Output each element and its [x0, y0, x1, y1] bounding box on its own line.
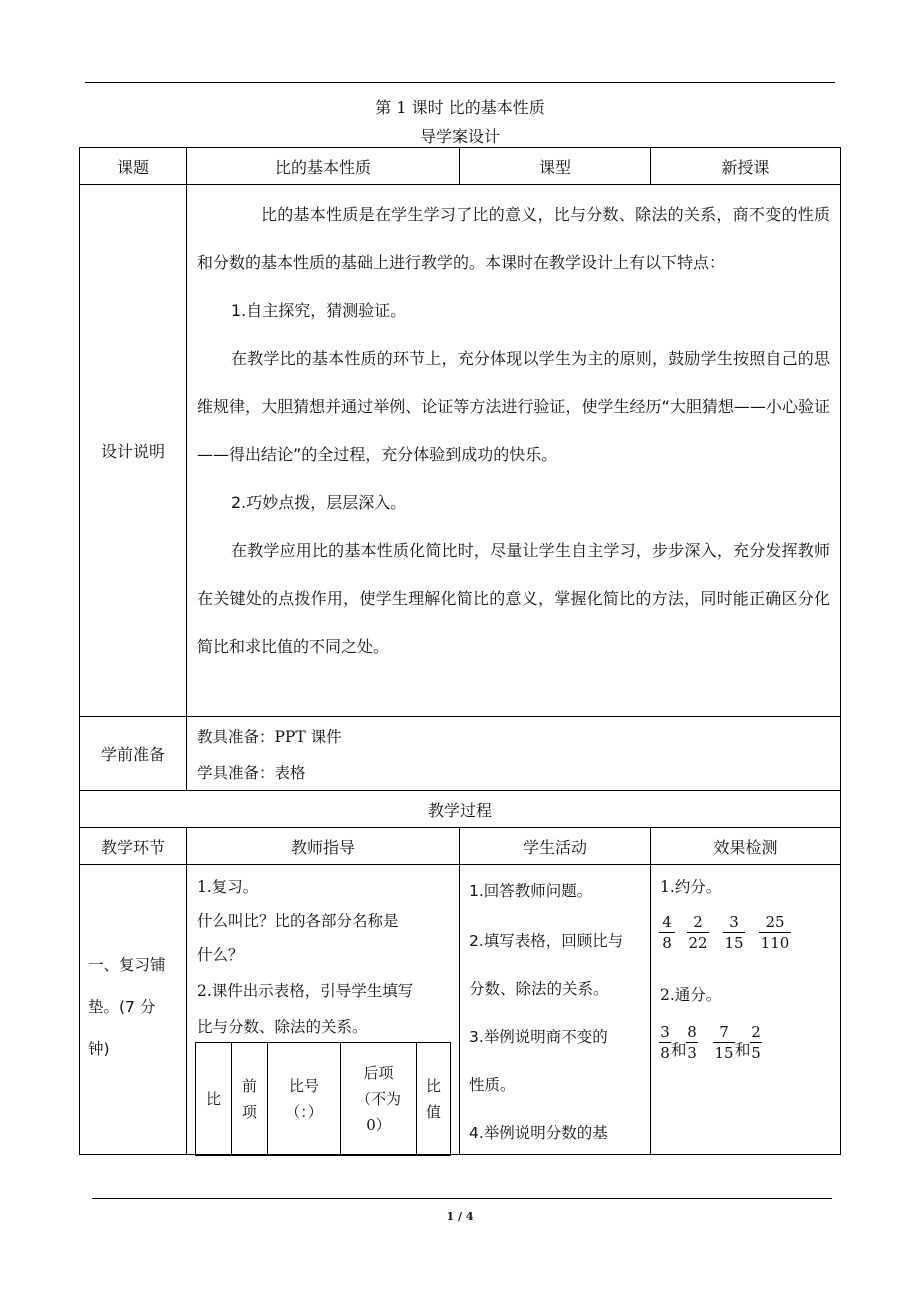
- stage1-label-line2: 垫。(7 分: [88, 998, 156, 1016]
- page-number: 1 / 4: [446, 1210, 474, 1223]
- student-line: 性质。: [469, 1076, 516, 1094]
- col-teacher: 教师指导: [186, 827, 460, 865]
- stage1-check: [650, 864, 841, 1155]
- label-topic: 课题: [79, 147, 187, 185]
- fraction: 8 3: [687, 1023, 697, 1062]
- fraction: 2 22: [688, 913, 708, 952]
- label-prep: 学前准备: [79, 716, 187, 791]
- design-para-2: 1.自主探究，猜测验证。: [231, 301, 407, 320]
- label-design: 设计说明: [79, 184, 187, 717]
- check-title-common: 2.通分。: [660, 986, 722, 1004]
- fraction: 3 8: [660, 1023, 670, 1062]
- stage1-label-line3: 钟): [88, 1040, 110, 1058]
- and-word: 和: [671, 1041, 687, 1059]
- prep-student: 学具准备：表格: [197, 764, 306, 782]
- teacher-line: 2.课件出示表格，引导学生填写: [197, 982, 414, 1000]
- page-subtitle: 导学案设计: [419, 127, 500, 146]
- inner-table-ratio: 比: [195, 1042, 232, 1156]
- stage1-label-line1: 一、复习铺: [88, 956, 166, 974]
- inner-table-antecedent: 前项: [231, 1042, 268, 1156]
- teacher-line: 什么叫比？比的各部分名称是: [197, 912, 399, 930]
- fraction: 7 15: [714, 1023, 734, 1062]
- design-para-3: 在教学比的基本性质的环节上，充分体现以学生为主的原则，鼓励学生按照自己的思维规律，大胆猜想并通过举例、论证等方法进行验证，使学生经历“大胆猜想——小心验证——得出结论”的全过程，充分体验到成功的快乐。: [197, 349, 830, 464]
- prep-content: [186, 716, 841, 791]
- teacher-line: 比与分数、除法的关系。: [197, 1018, 368, 1036]
- teacher-line: 什么？: [197, 946, 244, 964]
- fraction: 3 15: [724, 913, 744, 952]
- topic-value: 比的基本性质: [186, 147, 460, 185]
- stage1-student: [459, 864, 651, 1155]
- design-para-4: 2.巧妙点拨，层层深入。: [231, 493, 407, 512]
- student-line: 4.举例说明分数的基: [469, 1124, 608, 1142]
- student-line: 1.回答教师问题。: [469, 882, 593, 900]
- col-student: 学生活动: [459, 827, 651, 865]
- design-para-5: 在教学应用比的基本性质化简比时，尽量让学生自主学习，步步深入，充分发挥教师在关键处的点拨作用，使学生理解化简比的意义，掌握化简比的方法，同时能正确区分化简比和求比值的不同之处。: [197, 541, 830, 656]
- fraction: 4 8: [659, 913, 675, 952]
- design-para-1: 比的基本性质是在学生学习了比的意义，比与分数、除法的关系，商不变的性质和分数的基本性质的基础上进行教学的。本课时在教学设计上有以下特点：: [197, 205, 830, 272]
- header-rule: [85, 82, 835, 83]
- student-line: 分数、除法的关系。: [469, 980, 609, 998]
- design-notes: [186, 184, 841, 717]
- and-word: 和: [735, 1041, 751, 1059]
- lesson-title: 第 1 课时 比的基本性质: [375, 98, 545, 117]
- label-type: 课型: [459, 147, 651, 185]
- check-title-reduce: 1.约分。: [660, 878, 722, 896]
- col-stage: 教学环节: [79, 827, 187, 865]
- student-line: 3.举例说明商不变的: [469, 1028, 608, 1046]
- stage1-teacher: [186, 864, 460, 1155]
- inner-table-value: 比值: [416, 1042, 451, 1156]
- type-value: 新授课: [650, 147, 841, 185]
- fraction: 2 5: [751, 1023, 761, 1062]
- stage1-label: [79, 864, 187, 1155]
- inner-table-consequent: 后项（不为0）: [340, 1042, 417, 1156]
- process-title: 教学过程: [79, 790, 841, 828]
- student-line: 2.填写表格，回顾比与: [469, 932, 624, 950]
- prep-teacher: 教具准备：PPT 课件: [197, 728, 342, 746]
- teacher-line: 1.复习。: [197, 878, 259, 896]
- col-check: 效果检测: [650, 827, 841, 865]
- inner-table-colon: 比号（：）: [267, 1042, 341, 1156]
- footer-rule: [92, 1198, 832, 1199]
- fraction: 25 110: [760, 913, 790, 952]
